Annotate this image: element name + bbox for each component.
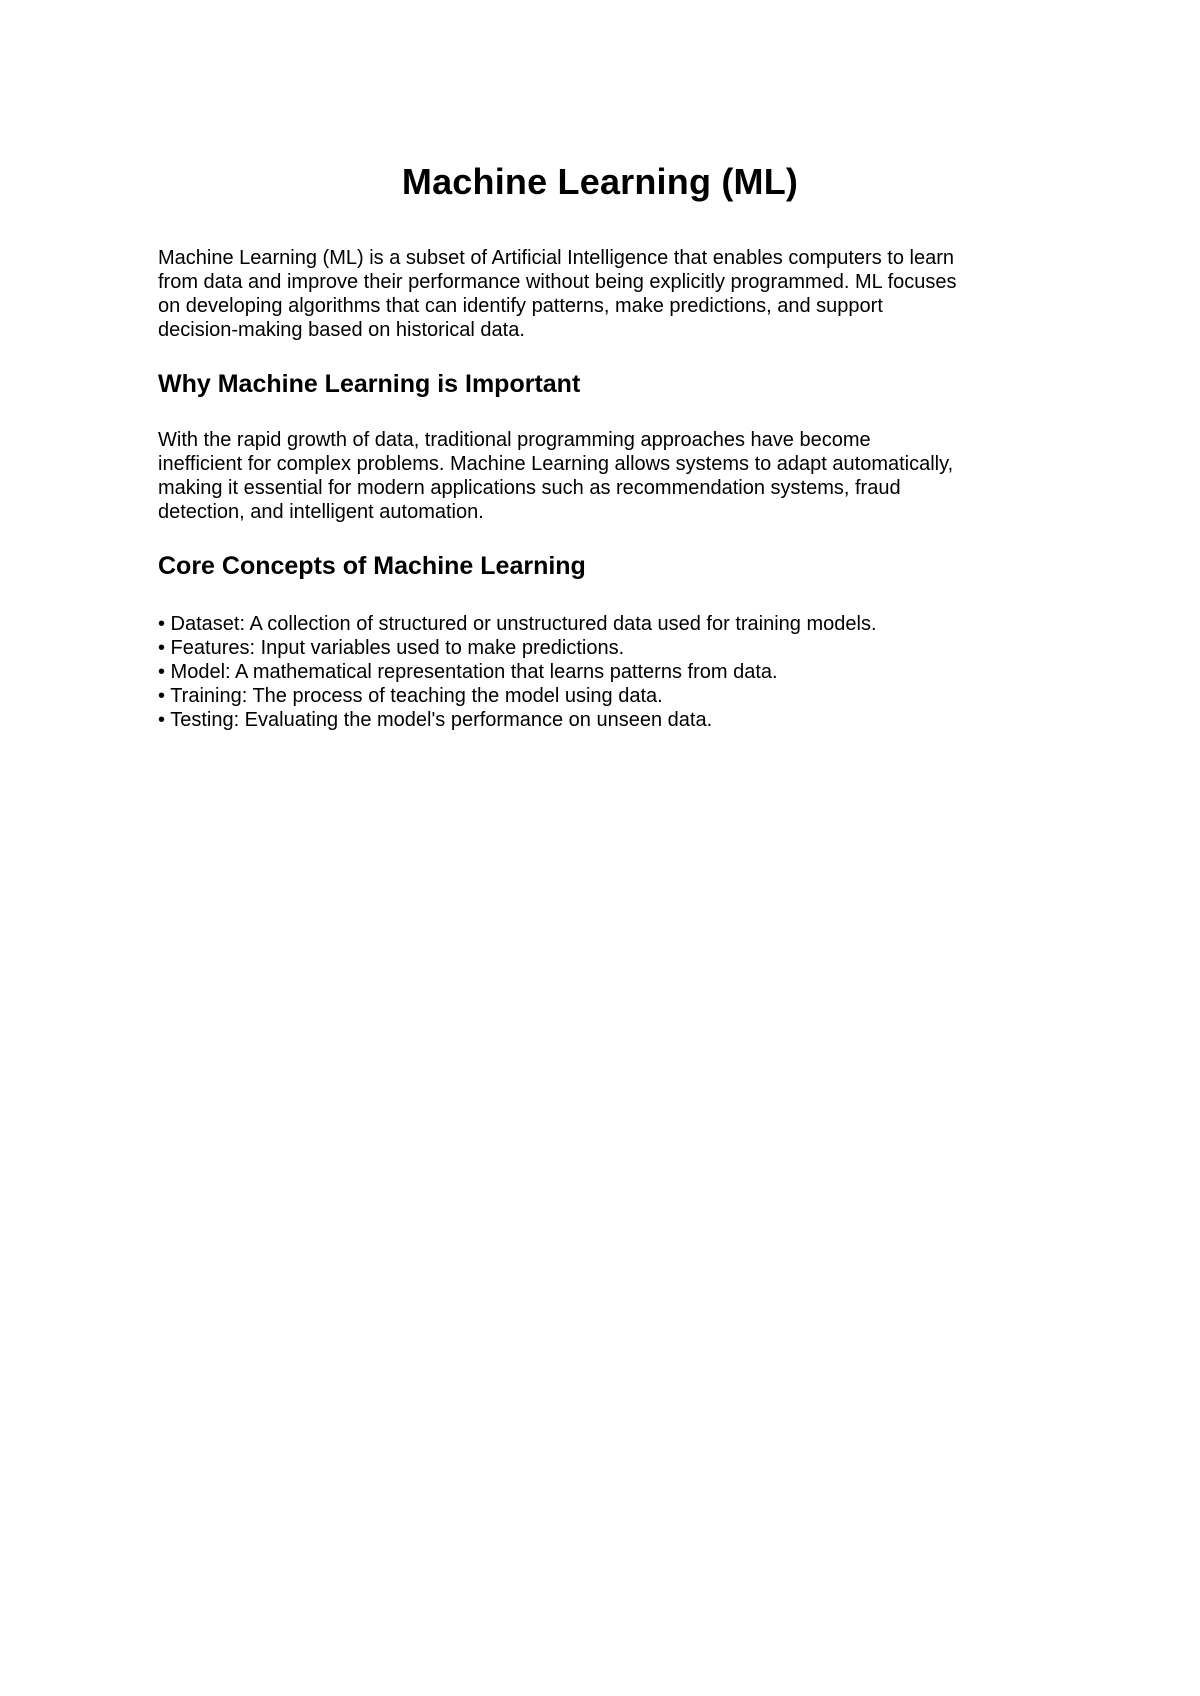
importance-line: making it essential for modern applications such as recommendation systems, fraud — [158, 477, 901, 499]
list-item: • Dataset: A collection of structured or unstructured data used for training models. — [158, 613, 877, 635]
document-title: Machine Learning (ML) — [401, 161, 799, 202]
importance-line: With the rapid growth of data, traditional programming approaches have become — [158, 429, 871, 451]
section-heading-importance: Why Machine Learning is Important — [158, 370, 581, 398]
intro-line: on developing algorithms that can identify patterns, make predictions, and support — [158, 295, 883, 317]
importance-line: inefficient for complex problems. Machine Learning allows systems to adapt automatically, — [158, 453, 954, 475]
list-item: • Model: A mathematical representation that learns patterns from data. — [158, 661, 778, 683]
intro-line: decision-making based on historical data. — [158, 319, 525, 341]
intro-paragraph — [158, 246, 1058, 342]
core-concepts-list — [158, 612, 877, 732]
importance-line: detection, and intelligent automation. — [158, 501, 484, 523]
list-item: • Training: The process of teaching the model using data. — [158, 685, 663, 707]
intro-line: from data and improve their performance without being explicitly programmed. ML focuses — [158, 271, 957, 293]
intro-line: Machine Learning (ML) is a subset of Artificial Intelligence that enables computers to learn — [158, 247, 954, 269]
list-item: • Testing: Evaluating the model's performance on unseen data. — [158, 709, 713, 731]
list-item: • Features: Input variables used to make predictions. — [158, 637, 625, 659]
section-heading-core-concepts: Core Concepts of Machine Learning — [158, 552, 586, 580]
importance-paragraph — [158, 428, 1058, 524]
